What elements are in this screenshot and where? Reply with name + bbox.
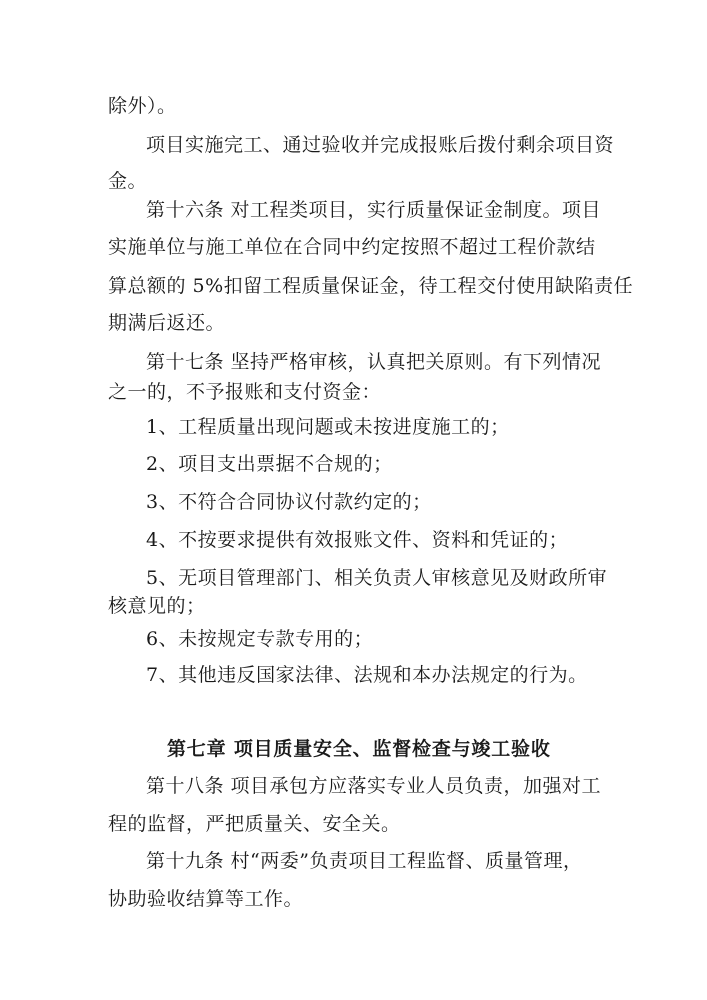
text-line: 金。 — [108, 170, 148, 192]
list-item: 7、其他违反国家法律、法规和本办法规定的行为。 — [146, 664, 588, 686]
text-line: 核意见的； — [108, 595, 206, 617]
text-line: 程的监督，严把质量关、安全关。 — [108, 813, 401, 835]
text-line: 期满后返还。 — [108, 312, 226, 334]
chapter-7-heading: 第七章 项目质量安全、监督检查与竣工验收 — [167, 738, 551, 760]
article-19-start: 第十九条 村“两委”负责项目工程监督、质量管理， — [146, 850, 583, 872]
list-item: 3、不符合合同协议付款约定的； — [146, 491, 432, 513]
list-item: 4、不按要求提供有效报账文件、资料和凭证的； — [146, 529, 569, 551]
list-item: 5、无项目管理部门、相关负责人审核意见及财政所审 — [146, 567, 608, 589]
text-line: 协助验收结算等工作。 — [108, 888, 304, 910]
text-line: 之一的，不予报账和支付资金： — [108, 381, 382, 403]
list-item: 2、项目支出票据不合规的； — [146, 453, 393, 475]
article-18-start: 第十八条 项目承包方应落实专业人员负责，加强对工 — [146, 775, 602, 797]
text-line: 除外）。 — [108, 95, 177, 117]
article-17-start: 第十七条 坚持严格审核，认真把关原则。有下列情况 — [146, 351, 602, 373]
text-line: 实施单位与施工单位在合同中约定按照不超过工程价款结 — [108, 236, 596, 258]
list-item: 1、工程质量出现问题或未按进度施工的； — [146, 416, 510, 438]
text-line: 算总额的 5%扣留工程质量保证金，待工程交付使用缺陷责任 — [108, 275, 634, 297]
list-item: 6、未按规定专款专用的； — [146, 628, 374, 650]
text-line: 项目实施完工、通过验收并完成报账后拨付剩余项目资 — [146, 134, 615, 156]
article-16-start: 第十六条 对工程类项目，实行质量保证金制度。项目 — [146, 199, 602, 221]
